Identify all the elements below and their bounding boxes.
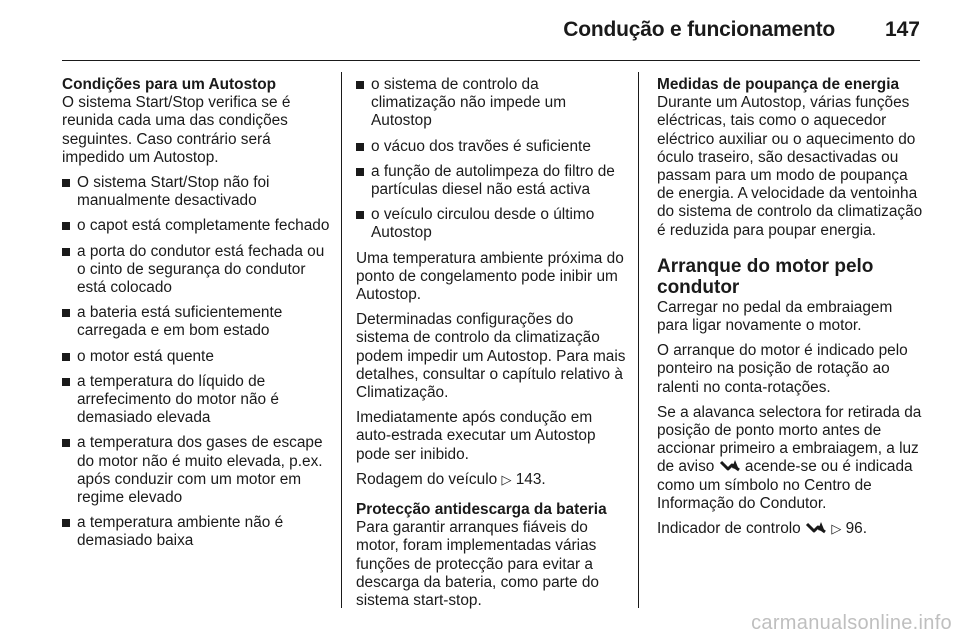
- paragraph: Imediatamente após condução em auto-estrada executar um Autostop pode ser inibido.: [356, 409, 596, 463]
- header-rule: [62, 60, 920, 61]
- column-divider-2: [638, 72, 639, 608]
- energy-saving-heading: Medidas de poupança de energia: [657, 76, 900, 93]
- list-item: a temperatura do líquido de arrefecimento do motor não é demasiado elevada: [62, 373, 332, 428]
- page-header: [0, 0, 960, 60]
- square-bullet-icon: [356, 81, 364, 89]
- paragraph: Para garantir arranques fiáveis do motor, foram implementadas várias funções de protecção para evitar a descarga da bateria, como parte do sistema start-stop.: [356, 519, 599, 610]
- list-item: a bateria está suficientemente carregada e em bom estado: [62, 304, 332, 340]
- page-reference-link[interactable]: 96.: [845, 520, 867, 538]
- page-reference-arrow-icon: ▷: [501, 471, 512, 487]
- square-bullet-icon: [62, 353, 70, 361]
- page-number: 147: [884, 18, 920, 41]
- conditions-list: [62, 174, 332, 551]
- watermark: carmanualsonline.info: [751, 612, 952, 634]
- square-bullet-icon: [62, 309, 70, 317]
- list-item: a temperatura ambiente não é demasiado baixa: [62, 514, 332, 550]
- list-item: a porta do condutor está fechada ou o cinto de segurança do condutor está colocado: [62, 243, 332, 298]
- square-bullet-icon: [62, 439, 70, 447]
- autostop-conditions-heading: Condições para um Autostop: [62, 76, 277, 93]
- column-1: [62, 76, 332, 558]
- list-item: a temperatura dos gases de escape do motor não é muito elevada, p.ex. após conduzir com um motor em regime elevado: [62, 434, 332, 507]
- paragraph: Carregar no pedal da embraiagem para ligar novamente o motor.: [657, 298, 893, 335]
- page-reference-link[interactable]: 143.: [515, 470, 546, 488]
- list-item: o veículo circulou desde o último Autostop: [356, 206, 626, 242]
- paragraph: Indicador de controlo ▷ 96.: [657, 520, 867, 538]
- list-item: o sistema de controlo da climatização não impede um Autostop: [356, 76, 626, 131]
- page-title: Condução e funcionamento: [563, 18, 835, 41]
- square-bullet-icon: [356, 143, 364, 151]
- paragraph: Uma temperatura ambiente próxima do ponto de congelamento pode inibir um Autostop.: [356, 249, 624, 304]
- list-item: a função de autolimpeza do filtro de partículas diesel não está activa: [356, 163, 626, 199]
- list-item: o motor está quente: [62, 348, 332, 366]
- square-bullet-icon: [62, 179, 70, 187]
- square-bullet-icon: [62, 378, 70, 386]
- paragraph: Durante um Autostop, várias funções eléctricas, tais como o aquecedor eléctrico auxiliar ou o aquecimento do óculo traseiro, são desactivadas ou passam para um modo de poupança de energia. A velocidade da ventoinha do sistema de controlo da climatização é reduzida para poupar energia.: [657, 94, 923, 239]
- paragraph-text: Rodagem do veículo: [356, 470, 498, 488]
- list-item: O sistema Start/Stop não foi manualmente desactivado: [62, 174, 332, 210]
- column-2: [356, 76, 626, 617]
- square-bullet-icon: [62, 222, 70, 230]
- autostop-intro: O sistema Start/Stop verifica se é reunida cada uma das condições seguintes. Caso contrário será impedido um Autostop.: [62, 94, 291, 166]
- section-title: Arranque do motor pelo condutor: [657, 255, 874, 298]
- battery-protection-heading: Protecção antidescarga da bateria: [356, 501, 607, 519]
- page-reference-arrow-icon: ▷: [831, 521, 842, 537]
- conditions-list-continued: [356, 76, 626, 243]
- column-3: [657, 76, 925, 545]
- autostop-indicator-icon: [805, 521, 827, 534]
- paragraph: O arranque do motor é indicado pelo ponteiro na posição de rotação ao ralenti no conta-rotações.: [657, 342, 908, 396]
- square-bullet-icon: [356, 168, 364, 176]
- column-divider-1: [341, 72, 342, 608]
- list-item: o vácuo dos travões é suficiente: [356, 138, 626, 156]
- autostop-warning-icon: [719, 459, 741, 472]
- list-item: o capot está completamente fechado: [62, 217, 332, 235]
- square-bullet-icon: [356, 211, 364, 219]
- square-bullet-icon: [62, 519, 70, 527]
- paragraph: Determinadas configurações do sistema de controlo da climatização podem impedir um Autostop. Para mais detalhes, consultar o capítulo relativo à Climatização.: [356, 311, 626, 402]
- square-bullet-icon: [62, 248, 70, 256]
- paragraph: [356, 471, 626, 489]
- paragraph: Se a alavanca selectora for retirada da posição de ponto morto antes de accionar primeiro a embraiagem, a luz de aviso acende-se ou é indicada como um símbolo no Centro de Informação do Condutor.: [657, 403, 922, 512]
